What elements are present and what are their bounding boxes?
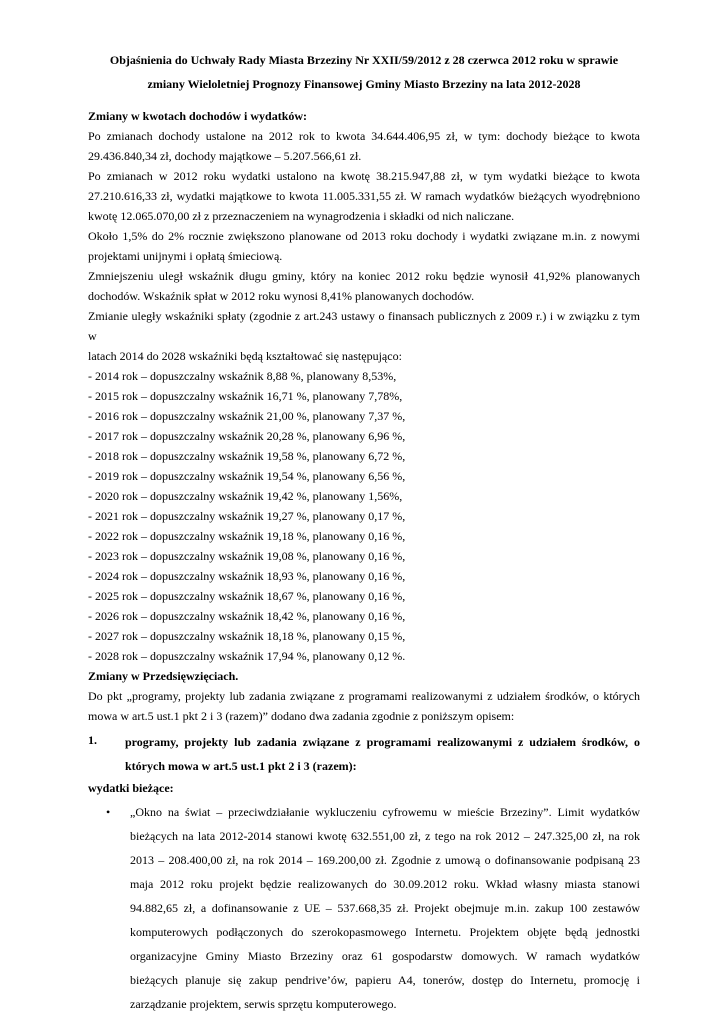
text-line: bieżących na lata 2012-2014 stanowi kwotę 632.551,00 zł, z tego na rok 2012 – 247.325,00 zł, na rok <box>130 829 640 843</box>
text-line: mowa w art.5 ust.1 pkt 2 i 3 (razem)” dodano dwa zadania zgodnie z poniższym opisem: <box>88 709 515 723</box>
text-line: 27.210.616,33 zł, wydatki majątkowe to kwota 11.005.331,55 zł. W ramach wydatków bieżących wyodrębniono <box>88 189 640 203</box>
text-line: 2013 – 208.400,00 zł, na rok 2014 – 169.200,00 zł. Zgodnie z umową o dofinansowanie podpisaną 23 <box>130 853 640 867</box>
indicator-item: - 2026 rok – dopuszczalny wskaźnik 18,42 %, planowany 0,16 %, <box>88 609 406 623</box>
title-line-2: zmiany Wieloletniej Prognozy Finansowej Gminy Miasto Brzeziny na lata 2012-2028 <box>147 77 581 91</box>
text-line: „Okno na świat – przeciwdziałanie wykluczeniu cyfrowemu w mieście Brzeziny”. Limit wydatków <box>130 805 640 819</box>
indicator-item: - 2018 rok – dopuszczalny wskaźnik 19,58 %, planowany 6,72 %, <box>88 449 406 463</box>
text-line: maja 2012 roku projekt będzie realizowanych do 30.09.2012 roku. Wkład własny miasta stanowi <box>130 877 640 891</box>
indicator-item: - 2027 rok – dopuszczalny wskaźnik 18,18 %, planowany 0,15 %, <box>88 629 406 643</box>
item-text <box>125 730 640 778</box>
text-line: komputerowych podłączonych do szerokopasmowego Internetu. Projektem objęte będą jednostki <box>130 925 640 939</box>
indicator-item: - 2028 rok – dopuszczalny wskaźnik 17,94 %, planowany 0,12 %. <box>88 649 406 663</box>
text-line: organizacyjne Gminy Miasto Brzeziny oraz 61 gospodarstw domowych. W ramach wydatków <box>130 949 640 963</box>
indicator-item: - 2021 rok – dopuszczalny wskaźnik 19,27 %, planowany 0,17 %, <box>88 509 406 523</box>
indicator-item: - 2025 rok – dopuszczalny wskaźnik 18,67 %, planowany 0,16 %, <box>88 589 406 603</box>
paragraph-expenses <box>88 166 640 226</box>
indicator-item: - 2022 rok – dopuszczalny wskaźnik 19,18 %, planowany 0,16 %, <box>88 529 406 543</box>
bullet-item <box>88 800 640 1016</box>
indicator-item: - 2017 rok – dopuszczalny wskaźnik 20,28 %, planowany 6,96 %, <box>88 429 406 443</box>
document-page <box>88 48 640 1016</box>
document-title <box>88 48 640 96</box>
text-line: Po zmianach dochody ustalone na 2012 rok to kwota 34.644.406,95 zł, w tym: dochody bieżące to kwota <box>88 129 640 143</box>
text-line: 29.436.840,34 zł, dochody majątkowe – 5.207.566,61 zł. <box>88 149 362 163</box>
text-line: Po zmianach w 2012 roku wydatki ustalono na kwotę 38.215.947,88 zł, w tym wydatki bieżące to kwota <box>88 169 640 183</box>
text-line: Do pkt „programy, projekty lub zadania związane z programami realizowanymi z udziałem środków, o których <box>88 689 640 703</box>
section-heading-income-expenses: Zmiany w kwotach dochodów i wydatków: <box>88 109 308 123</box>
text-line: latach 2014 do 2028 wskaźniki będą kształtować się następująco: <box>88 349 402 363</box>
paragraph-indicators-intro <box>88 306 640 366</box>
indicator-item: - 2014 rok – dopuszczalny wskaźnik 8,88 %, planowany 8,53%, <box>88 369 397 383</box>
section-heading-projects: Zmiany w Przedsięwzięciach. <box>88 669 239 683</box>
indicator-item: - 2015 rok – dopuszczalny wskaźnik 16,71 %, planowany 7,78%, <box>88 389 403 403</box>
indicator-item: - 2023 rok – dopuszczalny wskaźnik 19,08 %, planowany 0,16 %, <box>88 549 406 563</box>
subheading-current-expenses: wydatki bieżące: <box>88 781 174 795</box>
text-line: dochodów. Wskaźnik spłat w 2012 roku wynosi 8,41% planowanych dochodów. <box>88 289 475 303</box>
indicator-item: - 2020 rok – dopuszczalny wskaźnik 19,42 %, planowany 1,56%, <box>88 489 403 503</box>
text-line: programy, projekty lub zadania związane z programami realizowanymi z udziałem środków, o <box>125 735 640 749</box>
text-line: zarządzanie projektem, serwis sprzętu komputerowego. <box>130 997 397 1011</box>
text-line: których mowa w art.5 ust.1 pkt 2 i 3 (razem): <box>125 759 357 773</box>
text-line: bieżących planuje się zakup pendrive’ów, papieru A4, tonerów, dostęp do Internetu, promocję i <box>130 973 640 987</box>
bullet-text <box>130 800 640 1016</box>
bullet-icon: • <box>106 805 111 819</box>
title-line-1: Objaśnienia do Uchwały Rady Miasta Brzeziny Nr XXII/59/2012 z 28 czerwca 2012 roku w sprawie <box>109 53 619 67</box>
text-line: Zmianie uległy wskaźniki spłaty (zgodnie z art.243 ustawy o finansach publicznych z 2009 r.) i w związku z tym w <box>88 309 640 343</box>
paragraph-debt <box>88 266 640 306</box>
indicator-item: - 2016 rok – dopuszczalny wskaźnik 21,00 %, planowany 7,37 %, <box>88 409 406 423</box>
text-line: kwotę 12.065.070,00 zł z przeznaczeniem na wynagrodzenia i składki od nich naliczane. <box>88 209 515 223</box>
text-line: Około 1,5% do 2% rocznie zwiększono planowane od 2013 roku dochody i wydatki związane m.in. z nowymi <box>88 229 640 243</box>
text-line: 94.882,65 zł, a dofinansowanie z UE – 537.668,35 zł. Projekt obejmuje m.in. zakup 100 zestawów <box>130 901 640 915</box>
indicator-item: - 2019 rok – dopuszczalny wskaźnik 19,54 %, planowany 6,56 %, <box>88 469 406 483</box>
item-number: 1. <box>88 733 97 747</box>
numbered-item <box>88 730 640 778</box>
text-line: Zmniejszeniu uległ wskaźnik długu gminy, który na koniec 2012 roku będzie wynosił 41,92% planowanych <box>88 269 640 283</box>
paragraph-projects-intro <box>88 686 640 726</box>
paragraph-income <box>88 126 640 166</box>
text-line: projektami unijnymi i opłatą śmieciową. <box>88 249 283 263</box>
paragraph-growth <box>88 226 640 266</box>
indicator-item: - 2024 rok – dopuszczalny wskaźnik 18,93 %, planowany 0,16 %, <box>88 569 406 583</box>
indicator-list <box>88 366 640 666</box>
